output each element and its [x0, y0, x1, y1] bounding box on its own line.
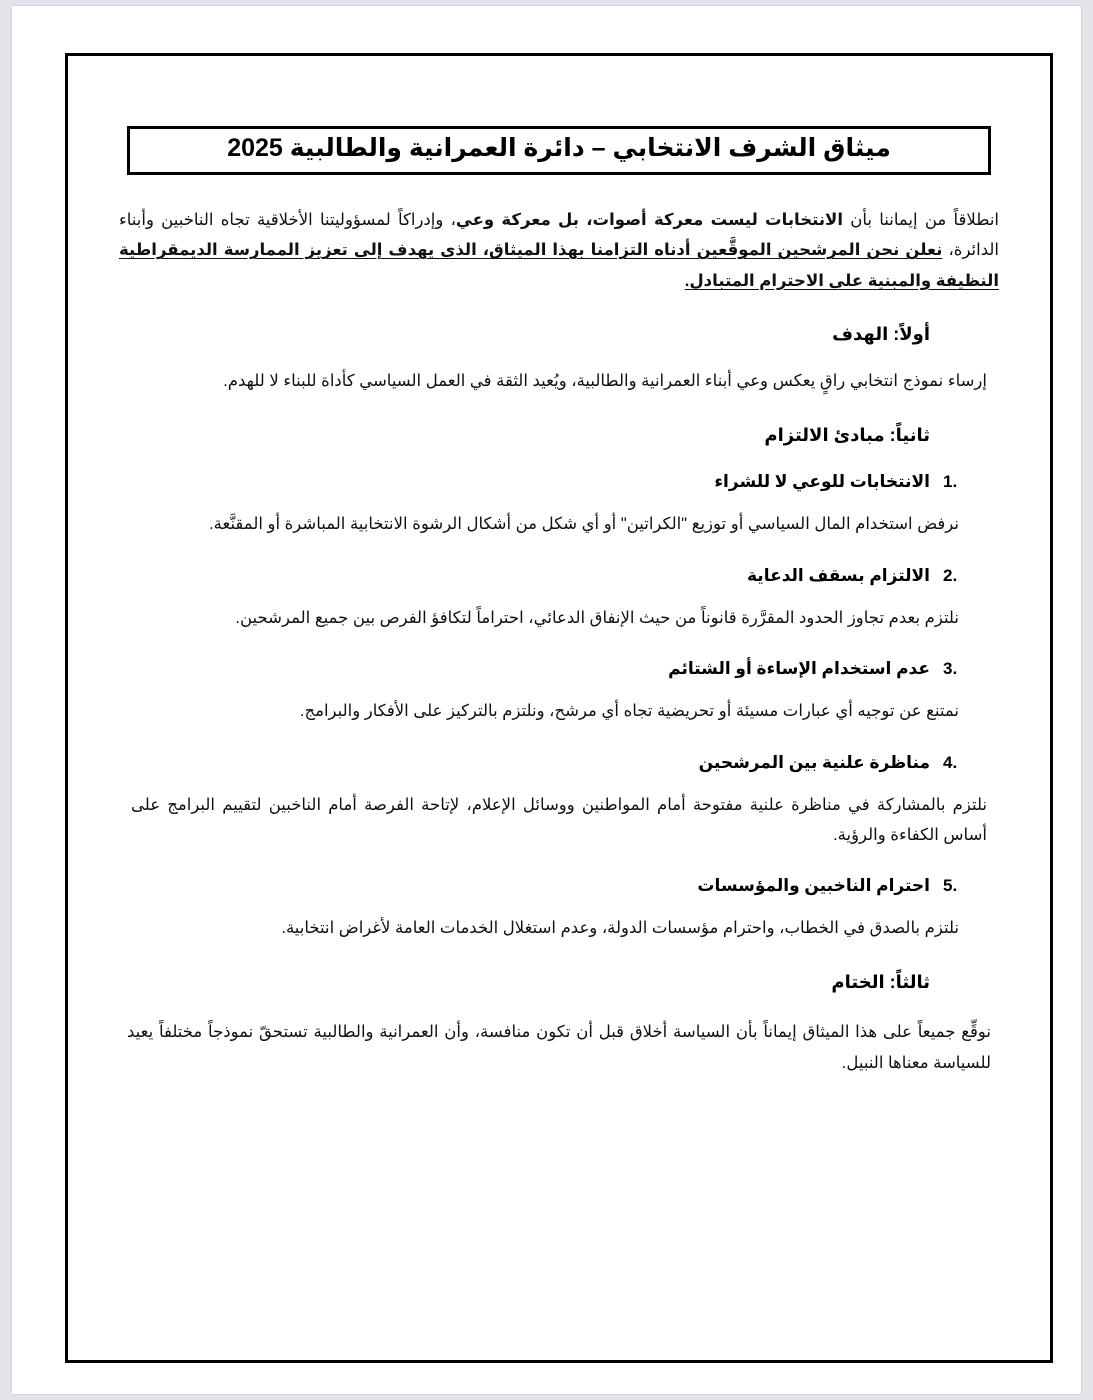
section-body-conclusion: نوقِّع جميعاً على هذا الميثاق إيماناً بأن السياسة أخلاق قبل أن تكون منافسة، وأن العمرانية والطالبية تستحقّ نموذجاً مختلفاً يعيد للسياسة معناها النبيل. [127, 1023, 991, 1072]
principle-number-2: 2. [943, 565, 958, 585]
principle-number-3: 3. [943, 659, 958, 679]
section-heading-conclusion: ثالثاً: الختام [831, 972, 930, 993]
principle-heading-3 [113, 659, 965, 679]
principle-title-2: الالتزام بسقف الدعاية [747, 565, 930, 585]
principle-body-3: نمتنع عن توجيه أي عبارات مسيئة أو تحريضية تجاه أي مرشح، ونلتزم بالتركيز على الأفكار والبرامج. [299, 702, 959, 721]
document-title: ميثاق الشرف الانتخابي – دائرة العمرانية والطالبية 2025 [227, 134, 891, 162]
document-content [68, 56, 1050, 1360]
section-body-objective: إرساء نموذج انتخابي راقٍ يعكس وعي أبناء العمرانية والطالبية، ويُعيد الثقة في العمل السياسي كأداة للبناء لا للهدم. [223, 372, 987, 391]
document-page-sheet [12, 6, 1081, 1394]
principle-title-1: الانتخابات للوعي لا للشراء [714, 471, 930, 491]
principle-heading-2 [113, 566, 965, 586]
principle-body-4: نلتزم بالمشاركة في مناظرة علنية مفتوحة أمام المواطنين ووسائل الإعلام، لإتاحة الفرصة أمام الناخبين لتقييم البرامج على أساس الكفاءة والرؤية. [131, 796, 987, 844]
section-heading-objective: أولاً: الهدف [832, 324, 930, 345]
intro-paragraph [113, 205, 1005, 297]
intro-text-part-3: ، وإدراكاً لمسؤوليتنا الأخلاقية تجاه الناخبين وأبناء الدائرة، [119, 210, 1000, 260]
principle-heading-1 [113, 472, 965, 492]
intro-text-bold: الانتخابات ليست معركة أصوات، بل معركة وعي [455, 210, 843, 229]
list-item [113, 566, 1005, 634]
intro-text-bold-underlined: نعلن نحن المرشحين الموقَّعين أدناه التزامنا بهذا الميثاق، الذى يهدف إلى تعزيز الممارسة الديمقراطية النظيفة والمبنية على الاحترام المتبادل. [119, 241, 999, 290]
principle-number-5: 5. [943, 876, 958, 896]
page-border-frame [65, 53, 1053, 1363]
list-item [113, 659, 1005, 727]
principle-body-1: نرفض استخدام المال السياسي أو توزيع "الكراتين" أو أي شكل من أشكال الرشوة الانتخابية المباشرة أو المقنَّعة. [209, 514, 959, 533]
principles-list [113, 472, 1005, 944]
list-item [113, 472, 1005, 540]
principle-title-3: عدم استخدام الإساءة أو الشتائم [668, 659, 930, 679]
list-item [113, 753, 1005, 850]
intro-text-part-1: انطلاقاً من إيماننا بأن [843, 210, 999, 229]
principle-title-5: احترام الناخبين والمؤسسات [697, 876, 930, 896]
principle-body-2: نلتزم بعدم تجاوز الحدود المقرَّرة قانوناً من حيث الإنفاق الدعائي، احتراماً لتكافؤ الفرص بين جميع المرشحين. [235, 608, 959, 627]
section-heading-principles: ثانياً: مبادئ الالتزام [764, 424, 930, 445]
document-title-box [127, 126, 991, 175]
principle-body-5: نلتزم بالصدق في الخطاب، واحترام مؤسسات الدولة، وعدم استغلال الخدمات العامة لأغراض انتخابية. [281, 919, 959, 938]
principle-title-4: مناظرة علنية بين المرشحين [698, 753, 930, 773]
principle-number-4: 4. [943, 753, 958, 773]
principle-heading-4 [113, 753, 965, 773]
principle-heading-5 [113, 876, 965, 896]
principle-number-1: 1. [943, 471, 958, 491]
list-item [113, 876, 1005, 944]
